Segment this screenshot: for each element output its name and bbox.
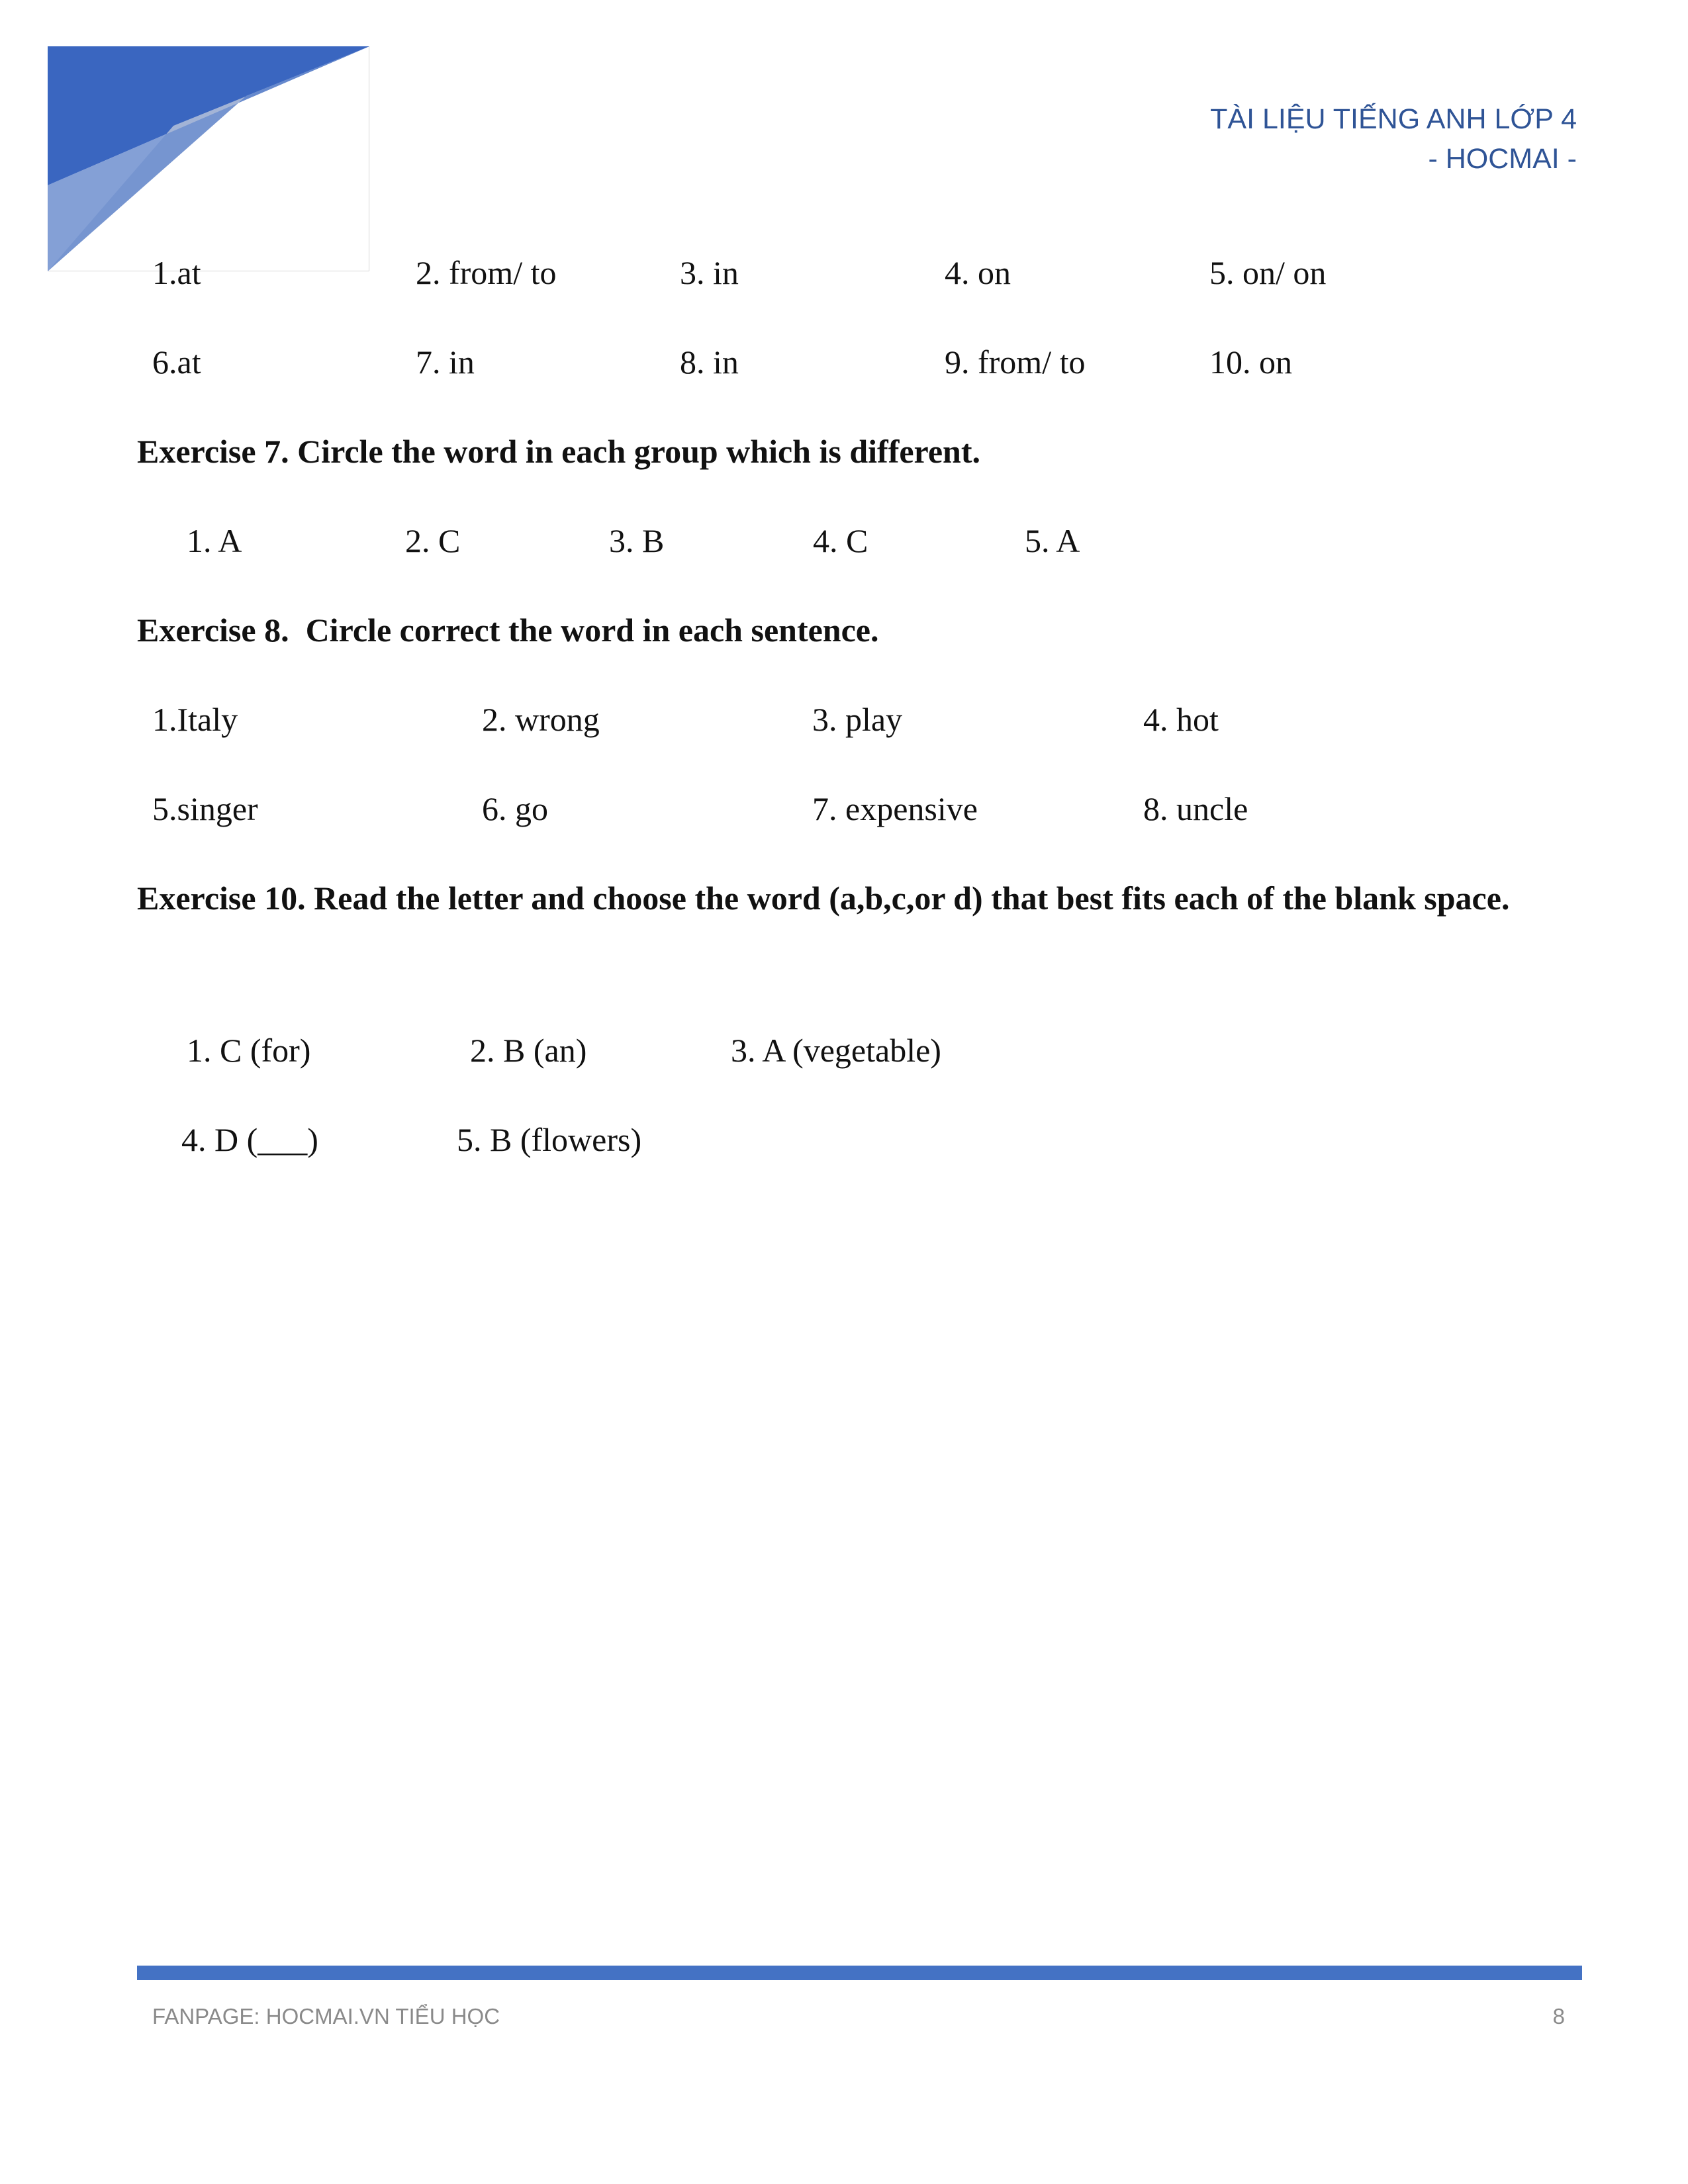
exercise6-answer-row-1 <box>0 250 1688 296</box>
exercise10-heading: Exercise 10. Read the letter and choose the word (a,b,c,or d) that best fits each of the blank space. <box>137 880 1510 917</box>
answer-item: 1.Italy <box>152 701 238 738</box>
exercise8-heading: Exercise 8. Circle correct the word in each sentence. <box>137 612 879 649</box>
answer-item: 9. from/ to <box>945 343 1086 381</box>
footer-divider <box>137 1966 1582 1980</box>
exercise8-answer-row-2 <box>0 786 1688 832</box>
answer-item: 2. B (an) <box>470 1032 587 1069</box>
exercise10-answer-row-2 <box>0 1116 1688 1163</box>
exercise6-answer-row-2 <box>0 339 1688 385</box>
answer-item: 5.singer <box>152 790 258 827</box>
exercise7-answer-row <box>0 518 1688 564</box>
answer-item: 7. in <box>416 343 475 381</box>
answer-item: 4. hot <box>1143 701 1219 738</box>
answer-item: 5. B (flowers) <box>457 1121 642 1158</box>
answer-item: 3. play <box>812 701 903 738</box>
answer-item: 6.at <box>152 343 201 381</box>
answer-item: 3. in <box>680 254 739 291</box>
document-header <box>1210 99 1577 179</box>
exercise10-answer-row-1 <box>0 1027 1688 1073</box>
answer-item: 5. on/ on <box>1209 254 1327 291</box>
hocmai-logo-graphic <box>48 46 369 271</box>
page-number: 8 <box>1552 2004 1565 2028</box>
answer-item: 8. uncle <box>1143 790 1248 827</box>
answer-item: 7. expensive <box>812 790 978 827</box>
answer-item: 1. C (for) <box>187 1032 311 1069</box>
header-title: TÀI LIỆU TIẾNG ANH LỚP 4 <box>1210 103 1577 135</box>
exercise8-answer-row-1 <box>0 696 1688 743</box>
answer-item: 6. go <box>482 790 548 827</box>
answer-item: 8. in <box>680 343 739 381</box>
answer-item: 3. B <box>609 522 665 559</box>
answer-item: 4. on <box>945 254 1011 291</box>
header-subtitle: - HOCMAI - <box>1428 143 1577 175</box>
answer-item: 10. on <box>1209 343 1292 381</box>
answer-item: 4. C <box>813 522 868 559</box>
answer-item: 1. A <box>187 522 242 559</box>
exercise7-heading: Exercise 7. Circle the word in each group which is different. <box>137 433 980 470</box>
answer-item: 4. D (___) <box>181 1121 318 1158</box>
answer-item: 2. from/ to <box>416 254 557 291</box>
answer-item: 5. A <box>1025 522 1080 559</box>
answer-item: 3. A (vegetable) <box>731 1032 941 1069</box>
answer-item: 1.at <box>152 254 201 291</box>
answer-item: 2. wrong <box>482 701 600 738</box>
answer-item: 2. C <box>405 522 461 559</box>
footer-fanpage: FANPAGE: HOCMAI.VN TIỂU HỌC <box>152 2004 500 2028</box>
